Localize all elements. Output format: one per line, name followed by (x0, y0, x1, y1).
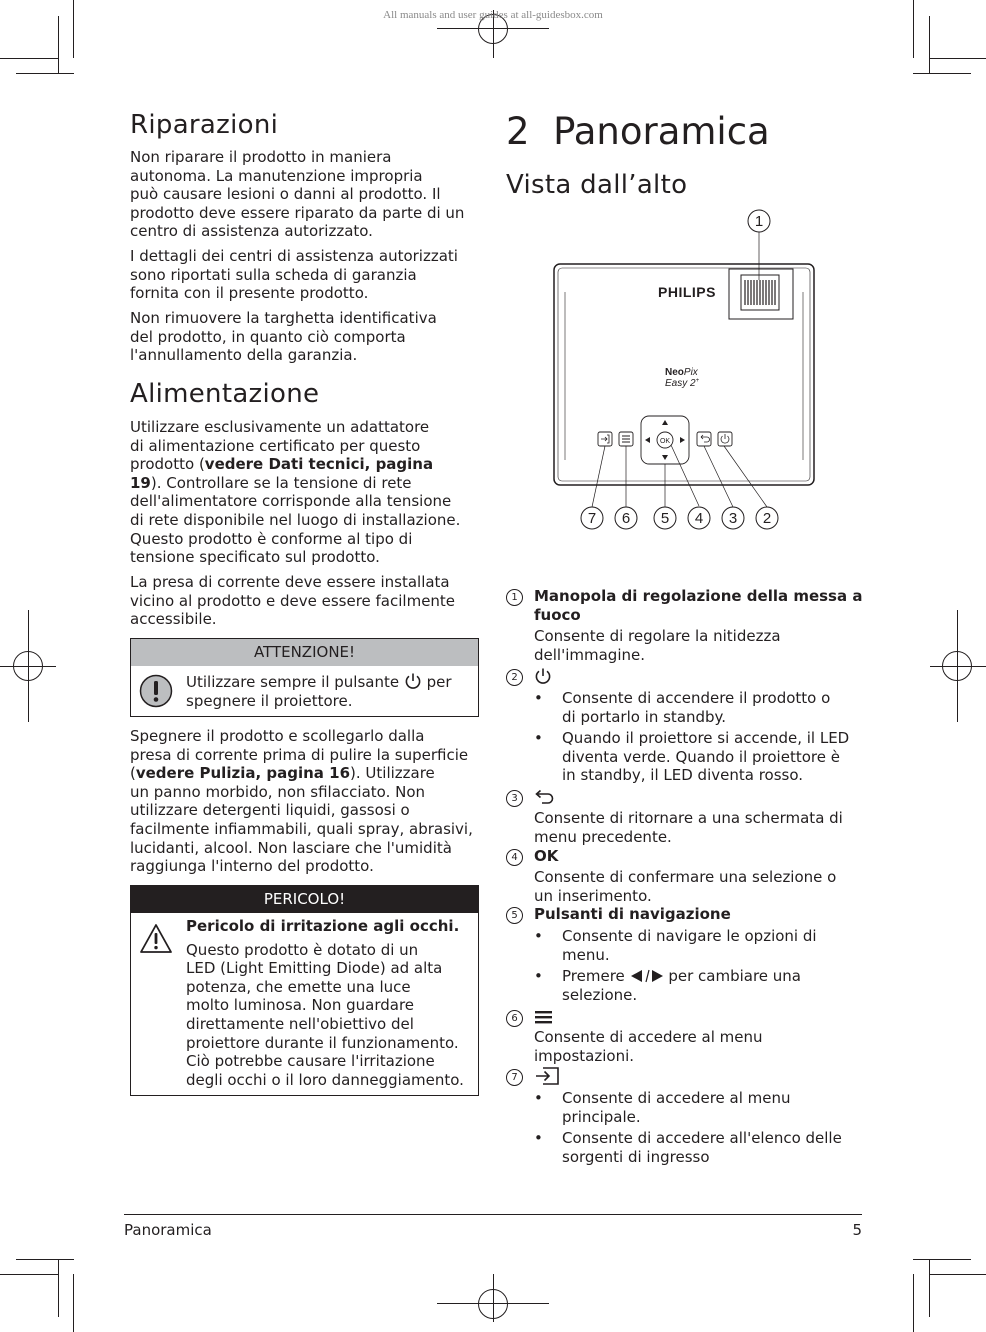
pericolo-subtitle: Pericolo di irritazione agli occhi. (186, 917, 460, 935)
attenzione-notice (130, 638, 479, 717)
svg-text:4: 4 (694, 510, 704, 527)
bullet: • (534, 967, 543, 985)
bullet: • (534, 1089, 543, 1107)
legend-item-4-title: OK (534, 847, 559, 865)
footer-section: Panoramica (124, 1221, 212, 1239)
legend-number-4: 4 (506, 849, 523, 866)
philips-logo: PHILIPS (658, 284, 716, 300)
section-title: Vista dall’alto (506, 170, 688, 200)
back-icon (534, 789, 554, 805)
menu-button[interactable] (619, 432, 633, 446)
svg-text:6: 6 (621, 510, 631, 527)
bullet: • (534, 927, 543, 945)
attenzione-text: Utilizzare sempre il pulsante per spegnere il proiettore. (186, 673, 452, 710)
warning-triangle-icon (139, 922, 173, 956)
attenzione-header: ATTENZIONE! (131, 639, 478, 666)
legend-number-6: 6 (506, 1010, 523, 1027)
legend-number-1: 1 (506, 589, 523, 606)
legend-number-3: 3 (506, 790, 523, 807)
alimentazione-heading: Alimentazione (130, 379, 320, 409)
ok-button-label: OK (659, 438, 671, 445)
legend-item-7-bullet-1: Consente di accedere al menu principale. (562, 1089, 791, 1126)
input-button[interactable] (598, 432, 612, 446)
focus-knob (729, 269, 793, 319)
legend-item-3-desc: Consente di ritornare a una schermata di menu precedente. (534, 809, 843, 846)
legend-item-5-bullet-1: Consente di navigare le opzioni di menu. (562, 927, 817, 964)
legend-item-2-bullet-1: Consente di accendere il prodotto o di portarlo in standby. (562, 689, 831, 726)
chapter-title: 2 Panoramica (506, 110, 770, 153)
alimentazione-paragraph-2: La presa di corrente deve essere installata vicino al prodotto e deve essere facilmente accessibile. (130, 573, 456, 629)
xref-dati-tecnici[interactable]: vedere Dati tecnici, pagina (204, 455, 434, 474)
power-button[interactable] (718, 432, 732, 446)
bullet: • (534, 729, 543, 747)
legend-item-6-desc: Consente di accedere al menu impostazioni. (534, 1028, 763, 1065)
left-right-arrows-icon (630, 969, 664, 983)
footer-rule (124, 1214, 862, 1215)
svg-text:7: 7 (587, 510, 597, 527)
pericolo-header: PERICOLO! (131, 886, 478, 913)
legend-item-1-title: Manopola di regolazione della messa a fuoco (534, 587, 863, 624)
bullet: • (534, 1129, 543, 1147)
back-button[interactable] (697, 432, 711, 446)
riparazioni-paragraph-1: Non riparare il prodotto in maniera autonoma. La manutenzione impropria può causare lesioni o danni al prodotto. Il prodotto deve essere riparato da parte di un centro di assistenza autorizzato. (130, 148, 465, 241)
xref-pulizia[interactable]: vedere Pulizia, pagina 16 (135, 764, 351, 783)
svg-text:1: 1 (754, 213, 764, 230)
legend-number-2: 2 (506, 669, 523, 686)
model-name-line2: Easy 2+ (665, 378, 700, 389)
riparazioni-paragraph-2: I dettagli dei centri di assistenza autorizzati sono riportati sulla scheda di garanzia fornita con il presente prodotto. (130, 247, 458, 303)
model-name: NeoPix (665, 367, 698, 378)
legend-item-5-title: Pulsanti di navigazione (534, 905, 731, 923)
alimentazione-paragraph-1: Utilizzare esclusivamente un adattatore di alimentazione certificato per questo prodotto (vedere Dati tecnici, pagina 19). Controllare se la tensione di rete dell'alimentatore corrisponde alla tensione di rete disponibile nel luogo di installazione. Questo prodotto è conforme al tipo di tensione specificato sul prodotto. (130, 418, 461, 567)
menu-icon (534, 1009, 554, 1025)
riparazioni-paragraph-3: Non rimuovere la targhetta identificativa del prodotto, in quanto ciò comporta l'annullamento della garanzia. (130, 309, 437, 365)
pericolo-text: Pericolo di irritazione agli occhi. Questo prodotto è dotato di un LED (Light Emitting Diode) ad alta potenza, che emette una luce molto luminosa. Non guardare direttamente nell'obiettivo del proiettore durante il funzionamento. Ciò potrebbe causare l'irritazione degli occhi o il loro danneggiamento. (186, 917, 464, 1089)
watermark: All manuals and user guides at all-guidesbox.com (383, 9, 603, 21)
legend-item-7-bullet-2: Consente di accedere all'elenco delle sorgenti di ingresso (562, 1129, 842, 1166)
power-icon (404, 672, 422, 690)
caution-icon (139, 674, 173, 708)
legend-item-1-desc: Consente di regolare la nitidezza dell'immagine. (534, 627, 781, 664)
bullet: • (534, 689, 543, 707)
svg-text:3: 3 (728, 510, 738, 527)
page-number: 5 (852, 1221, 862, 1239)
legend-item-4-desc: Consente di confermare una selezione o un inserimento. (534, 868, 837, 905)
legend-item-5-bullet-2: Premere per cambiare una selezione. (562, 967, 801, 1004)
pericolo-notice (130, 885, 479, 1096)
legend-number-5: 5 (506, 907, 523, 924)
input-source-icon (534, 1066, 560, 1086)
riparazioni-heading: Riparazioni (130, 110, 279, 140)
legend-number-7: 7 (506, 1069, 523, 1086)
power-icon (534, 667, 552, 685)
alimentazione-paragraph-3: Spegnere il prodotto e scollegarlo dalla presa di corrente prima di pulire la superficie (vedere Pulizia, pagina 16). Utilizzare un panno morbido, non sfilacciato. Non utilizzare detergenti liquidi, gassosi o facilmente infiammabili, quali spray, abrasivi, lucidanti, alcool. Non lasciare che l'umidità raggiunga l'interno del prodotto. (130, 727, 473, 876)
navigation-pad[interactable] (641, 416, 689, 464)
projector-top-view-figure (540, 200, 840, 540)
svg-text:2: 2 (762, 510, 772, 527)
legend-item-2-bullet-2: Quando il proiettore si accende, il LED diventa verde. Quando il proiettore è in standby, il LED diventa rosso. (562, 729, 850, 785)
svg-text:5: 5 (660, 510, 670, 527)
